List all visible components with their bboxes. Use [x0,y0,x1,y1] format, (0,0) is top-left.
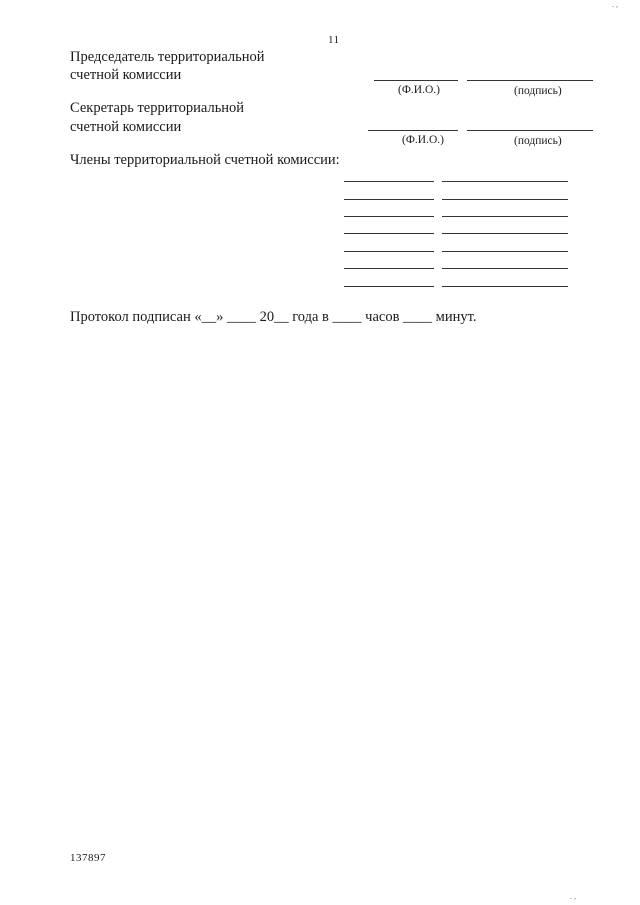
member-5-fio-line [344,251,434,252]
member-4-fio-line [344,233,434,234]
member-2-fio-line [344,199,434,200]
secretary-label-line1: Секретарь территориальной [70,100,245,116]
chairman-signature-line [467,80,593,81]
member-1-signature-line [442,181,568,182]
member-6-fio-line [344,268,434,269]
member-1-fio-line [344,181,434,182]
corner-mark-top-right: . , [612,0,618,9]
chairman-fio-line [374,80,458,81]
secretary-fio-caption: (Ф.И.О.) [402,134,444,146]
secretary-label-line2: счетной комиссии [70,119,182,135]
member-6-signature-line [442,268,568,269]
secretary-fio-line [368,130,458,131]
member-3-fio-line [344,216,434,217]
member-3-signature-line [442,216,568,217]
chairman-fio-caption: (Ф.И.О.) [398,84,440,96]
member-2-signature-line [442,199,568,200]
protocol-signed-text: Протокол подписан «__» ____ 20__ года в ____ часов ____ минут. [70,309,477,325]
corner-mark-bottom-right: . , [570,892,576,901]
document-code: 137897 [70,852,106,864]
page-number: 11 [328,34,340,46]
secretary-signature-line [467,130,593,131]
chairman-label-line2: счетной комиссии [70,67,182,83]
member-5-signature-line [442,251,568,252]
members-label: Члены территориальной счетной комиссии: [70,152,340,168]
secretary-signature-caption: (подпись) [514,135,562,147]
member-7-signature-line [442,286,568,287]
member-4-signature-line [442,233,568,234]
chairman-label-line1: Председатель территориальной [70,49,265,65]
chairman-signature-caption: (подпись) [514,85,562,97]
member-7-fio-line [344,286,434,287]
